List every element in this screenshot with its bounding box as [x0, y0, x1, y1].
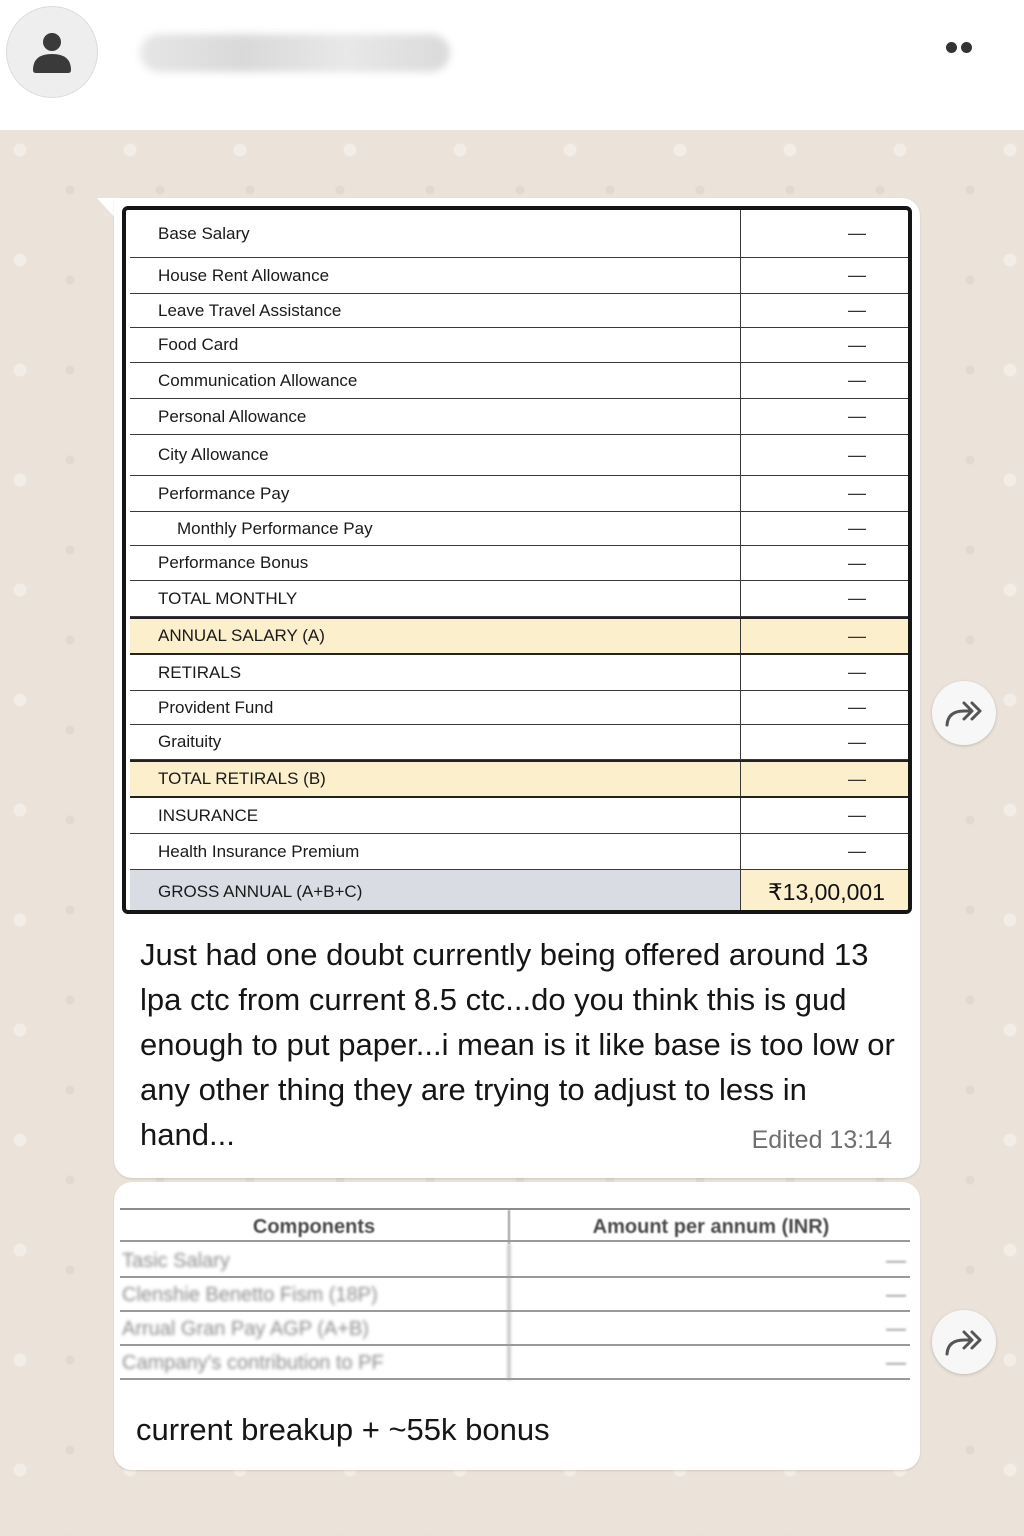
row-label: Clenshie Benetto Fism (18P): [120, 1278, 510, 1312]
row-label: Campany's contribution to PF: [120, 1346, 510, 1380]
row-value: —: [848, 518, 866, 538]
row-value: —: [848, 300, 866, 320]
row-label: Performance Pay: [130, 476, 741, 511]
message-meta-1: Edited 13:14: [751, 1126, 892, 1154]
row-label: GROSS ANNUAL (A+B+C): [130, 870, 741, 914]
row-label: Performance Bonus: [130, 546, 741, 580]
chat-header: [0, 0, 1024, 130]
table-row: [130, 258, 912, 294]
row-label: Base Salary: [130, 210, 741, 257]
row-value: —: [848, 223, 866, 243]
row-value: —: [886, 1284, 906, 1306]
table-row: [120, 1312, 910, 1346]
forward-icon: [944, 699, 984, 727]
message-text-2: current breakup + ~55k bonus: [136, 1412, 550, 1447]
row-value: —: [848, 406, 866, 426]
row-value: —: [848, 552, 866, 573]
table-row: [130, 512, 912, 546]
row-value: —: [848, 662, 866, 682]
row-value: —: [848, 370, 866, 390]
table-row: [130, 476, 912, 512]
gross-annual-value: ₹13,00,001: [741, 870, 912, 914]
table-row: [130, 435, 912, 476]
row-value: —: [848, 731, 866, 752]
forward-button-1[interactable]: [932, 681, 996, 745]
avatar[interactable]: [6, 6, 98, 98]
table-row: [130, 363, 912, 399]
row-value: —: [848, 588, 866, 608]
row-value: —: [886, 1250, 906, 1272]
row-value: —: [848, 768, 866, 789]
forward-button-2[interactable]: [932, 1310, 996, 1374]
row-label: Communication Allowance: [130, 363, 741, 398]
row-value: —: [848, 805, 866, 825]
row-label: Personal Allowance: [130, 399, 741, 434]
row-value: —: [848, 334, 866, 355]
row-label: Graituity: [130, 725, 741, 759]
table-row: [120, 1346, 910, 1380]
current-breakup-image[interactable]: [120, 1208, 910, 1384]
table-header: [120, 1208, 910, 1242]
row-label: Food Card: [130, 328, 741, 362]
table-row: [130, 294, 912, 328]
row-label: RETIRALS: [130, 655, 741, 690]
row-value: —: [848, 444, 866, 465]
table-row-highlight: [130, 760, 912, 798]
row-value: —: [848, 841, 866, 861]
row-label: ANNUAL SALARY (A): [130, 619, 741, 653]
more-options-icon[interactable]: [946, 40, 978, 54]
table-row-gross: [130, 870, 912, 914]
table-row: [130, 328, 912, 363]
row-label: Leave Travel Assistance: [130, 294, 741, 327]
row-label: Tasic Salary: [120, 1244, 510, 1278]
row-label: City Allowance: [130, 435, 741, 475]
row-label: Monthly Performance Pay: [130, 512, 741, 545]
row-label: Provident Fund: [130, 691, 741, 724]
table-row: [130, 834, 912, 870]
row-label: TOTAL MONTHLY: [130, 581, 741, 616]
table-row: [130, 581, 912, 617]
row-value: —: [848, 697, 866, 717]
table-row: [130, 210, 912, 258]
row-value: —: [848, 483, 866, 503]
header-amount: Amount per annum (INR): [592, 1216, 830, 1238]
row-label: Health Insurance Premium: [130, 834, 741, 869]
row-label: TOTAL RETIRALS (B): [130, 762, 741, 796]
contact-name[interactable]: [140, 34, 450, 72]
table-row: [120, 1244, 910, 1278]
row-value: —: [848, 265, 866, 285]
header-components: Components: [120, 1210, 510, 1244]
row-value: —: [848, 625, 866, 646]
salary-breakup-image[interactable]: [122, 206, 912, 914]
table-row: [130, 655, 912, 691]
table-row: [130, 399, 912, 435]
table-row: [130, 798, 912, 834]
row-value: —: [886, 1352, 906, 1374]
person-icon: [31, 30, 73, 74]
forward-icon: [944, 1328, 984, 1356]
row-value: —: [886, 1318, 906, 1340]
table-row: [130, 725, 912, 760]
table-row: [130, 691, 912, 725]
row-label: House Rent Allowance: [130, 258, 741, 293]
message-text-1: Just had one doubt currently being offered around 13 lpa ctc from current 8.5 ctc...do you think this is gud enough to put paper...i mean is it like base is too low or any other thing they are trying to adjust to less in hand...: [140, 937, 895, 1152]
row-label: INSURANCE: [130, 798, 741, 833]
row-label: Arrual Gran Pay AGP (A+B): [120, 1312, 510, 1346]
table-row-highlight: [130, 617, 912, 655]
table-row: [120, 1278, 910, 1312]
table-row: [130, 546, 912, 581]
